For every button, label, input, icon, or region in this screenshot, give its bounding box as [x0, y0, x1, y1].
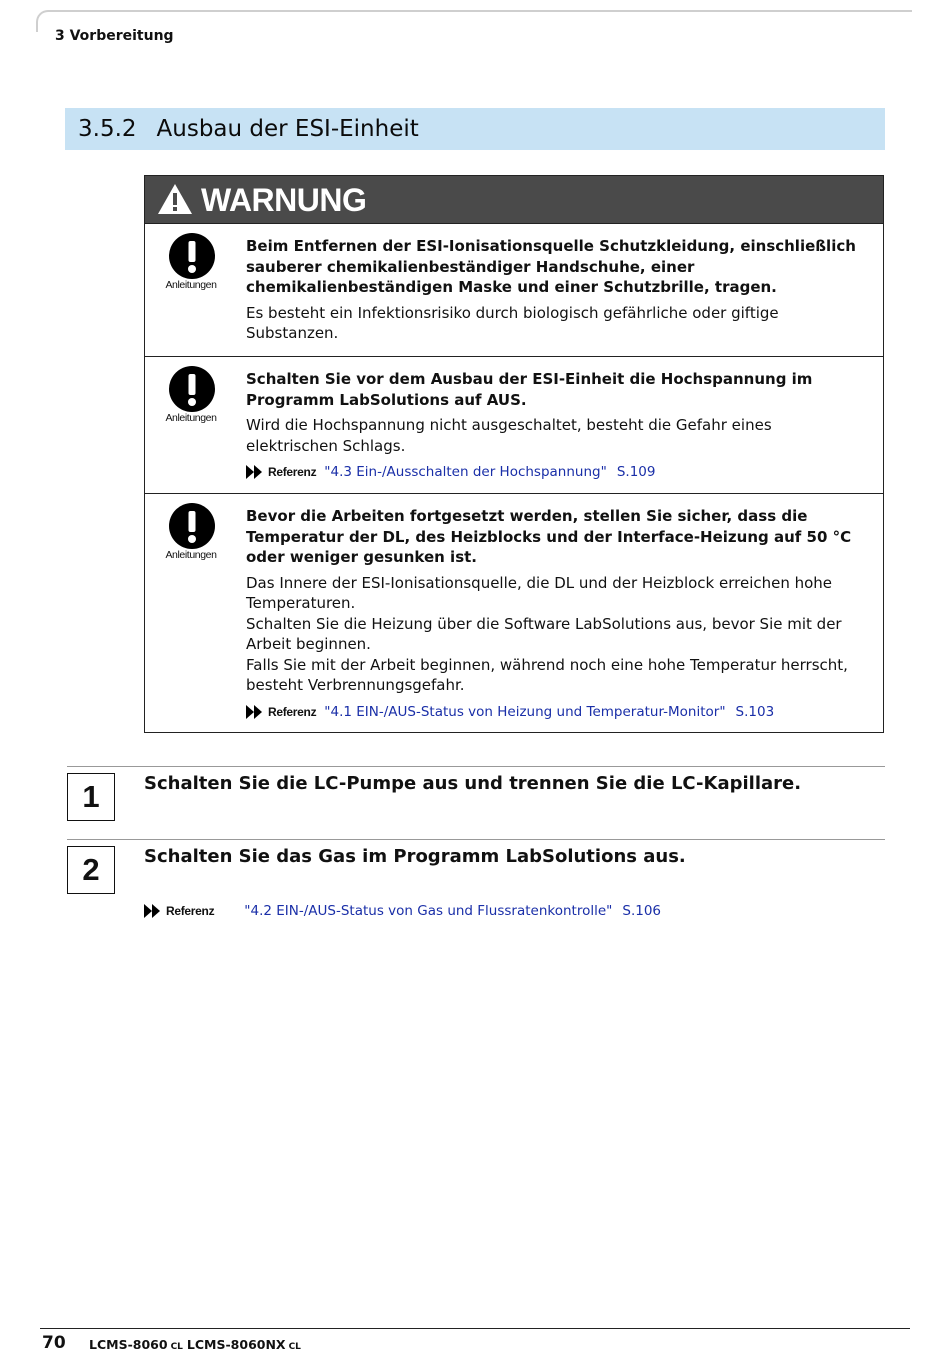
warning-item	[145, 224, 883, 356]
warning-item	[145, 493, 883, 733]
reference-page[interactable]: S.106	[622, 903, 662, 919]
section-number: 3.5.2	[78, 116, 137, 142]
model-suffix: CL	[170, 1342, 183, 1352]
model-name: LCMS-8060NX	[186, 1337, 286, 1352]
warning-header	[145, 176, 883, 224]
reference-line	[246, 462, 866, 483]
double-arrow-icon	[144, 904, 162, 918]
warning-triangle-icon	[156, 182, 194, 216]
step-number-box: 2	[67, 846, 115, 894]
reference-label: Referenz	[166, 904, 215, 918]
double-arrow-icon	[246, 465, 264, 479]
page-number: 70	[42, 1333, 66, 1353]
step-number-box: 1	[67, 773, 115, 821]
mandatory-icon-label: Anleitungen	[165, 549, 217, 561]
reference-label: Referenz	[268, 704, 317, 719]
model-name: LCMS-8060	[89, 1337, 168, 1352]
chapter-heading: 3 Vorbereitung	[55, 28, 174, 44]
warning-instruction: Beim Entfernen der ESI-Ionisationsquelle Schutzkleidung, einschließlich sauberer chemikalienbeständiger Handschuhe, einer chemikalienbeständigen Maske und einer Schutzbrille, tragen.	[246, 237, 856, 296]
warning-instruction: Schalten Sie vor dem Ausbau der ESI-Einheit die Hochspannung im Programm LabSolutions auf AUS.	[246, 370, 813, 409]
mandatory-action-icon	[168, 502, 216, 550]
reference-link[interactable]: "4.1 EIN-/AUS-Status von Heizung und Temperatur-Monitor"	[324, 703, 726, 720]
warning-title: WARNUNG	[201, 182, 367, 218]
reference-page[interactable]: S.109	[616, 464, 656, 480]
warning-explanation: Falls Sie mit der Arbeit beginnen, während noch eine hohe Temperatur herrscht, besteht Verbrennungsgefahr.	[246, 655, 848, 694]
warning-explanation: Schalten Sie die Heizung über die Software LabSolutions aus, bevor Sie mit der Arbeit beginnen.	[246, 614, 842, 653]
step-text: Schalten Sie die LC-Pumpe aus und trennen Sie die LC-Kapillare.	[144, 773, 802, 794]
reference-link[interactable]: "4.3 Ein-/Ausschalten der Hochspannung"	[324, 464, 607, 480]
step-divider	[67, 766, 885, 767]
warning-instruction: Bevor die Arbeiten fortgesetzt werden, stellen Sie sicher, dass die Temperatur der DL, des Heizblocks und der Interface-Heizung auf 50 °C oder weniger gesunken ist.	[246, 507, 852, 566]
model-suffix: CL	[288, 1342, 301, 1352]
reference-page[interactable]: S.103	[735, 703, 775, 720]
section-title	[78, 114, 419, 144]
warning-item	[145, 356, 883, 494]
mandatory-icon-label: Anleitungen	[165, 412, 217, 424]
warning-item-text	[246, 506, 866, 722]
section-title-text: Ausbau der ESI-Einheit	[156, 116, 419, 142]
step-divider	[67, 839, 885, 840]
footer-model	[89, 1337, 305, 1352]
reference-label: Referenz	[268, 465, 317, 479]
warning-explanation: Wird die Hochspannung nicht ausgeschaltet, besteht die Gefahr eines elektrischen Schlags.	[246, 416, 772, 455]
reference-link[interactable]: "4.2 EIN-/AUS-Status von Gas und Flussratenkontrolle"	[244, 903, 613, 919]
mandatory-action-icon	[168, 365, 216, 413]
double-arrow-icon	[246, 705, 264, 719]
mandatory-action-icon	[168, 232, 216, 280]
reference-line	[246, 702, 866, 723]
warning-item-text	[246, 236, 866, 344]
footer-rule	[40, 1328, 910, 1329]
warning-box	[144, 175, 884, 733]
step-text: Schalten Sie das Gas im Programm LabSolutions aus.	[144, 846, 686, 867]
warning-explanation: Das Innere der ESI-Ionisationsquelle, die DL und der Heizblock erreichen hohe Temperaturen.	[246, 573, 833, 612]
warning-item-text	[246, 369, 866, 483]
step-reference-line	[144, 903, 661, 919]
mandatory-icon-label: Anleitungen	[165, 279, 217, 291]
warning-explanation: Es besteht ein Infektionsrisiko durch biologisch gefährliche oder giftige Substanzen.	[246, 303, 779, 342]
